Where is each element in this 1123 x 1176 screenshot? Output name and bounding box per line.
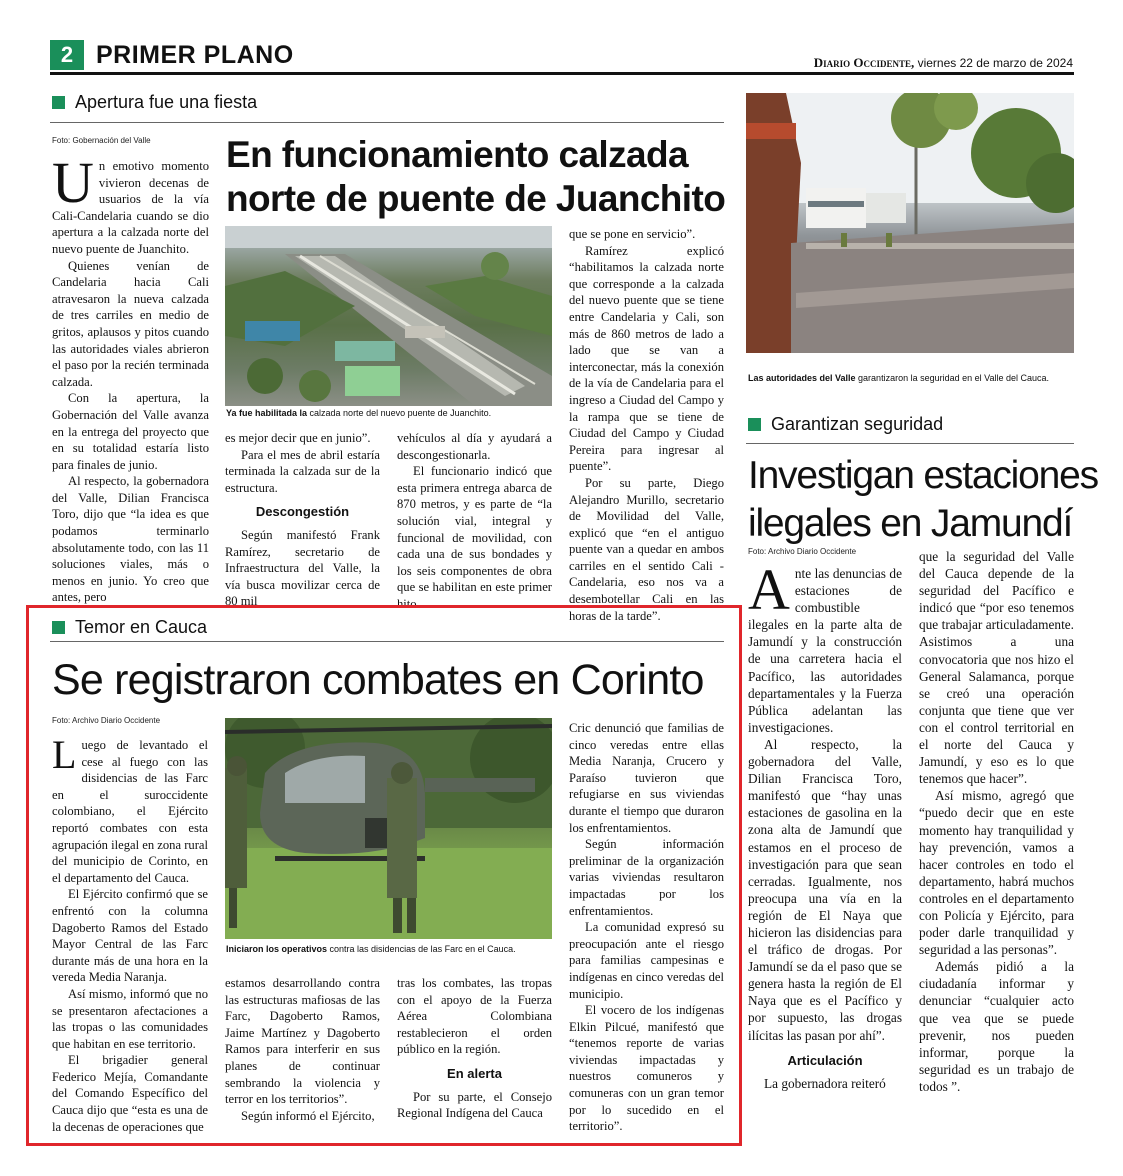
article2-column-2: que la seguridad del Valle del Cauca depende de la seguridad del Pacífico e indicó que “por eso tenemos que trabajar articuladamente. Asistimos a una convocatoria que nos hizo el General Salamanca, porque se creó una operación conjunta que tiene que ver con el control territorial en el norte del Cauca y Jamundí, y eso es lo que tenemos que hacer”. Así mismo, agregó que “puedo decir que en este momento hay tranquilidad y hay prevención, vamos a hacer controles en todo el departamento, habrá muchos controles en el departamento con Policía y Ejército, para poder darle tranquilidad y seguridad a las personas”. Además pidió a la ciudadanía informar y denunciar “cualquier acto que vea que se puede prevenir, nos pueden informar, porque la seguridad es un trabajo de todos ”. bbox=[919, 549, 1074, 1094]
bridge-aerial-photo bbox=[225, 226, 552, 406]
kicker-rule bbox=[50, 122, 724, 123]
newspaper-name: Diario Occidente, bbox=[813, 55, 915, 70]
article1-column-2: es mejor decir que en junio”. Para el mes de abril estaría terminada la calzada sur de la estructura. Descongestión Según manifestó Frank Ramírez, secretario de Infraestructura del Valle, la vía busca movilizar cerca de 80 mil bbox=[225, 431, 380, 609]
kicker-rule bbox=[746, 443, 1074, 444]
article3-column-2: estamos desarrollando contra las estructuras mafiosas de las Farc, Dagoberto Ramos, Jaime Martínez y Dagoberto Ramos para interferir en sus planes de continuar sembrando la violencia y terror en los territorios”. Según informó el Ejército, bbox=[225, 976, 380, 1123]
header-rule bbox=[50, 72, 1074, 75]
subhead-en-alerta: En alerta bbox=[447, 1065, 502, 1081]
kicker-text: Temor en Cauca bbox=[75, 617, 208, 637]
photo-credit: Foto: Archivo Diario Occidente bbox=[52, 716, 161, 725]
issue-date: viernes 22 de marzo de 2024 bbox=[914, 56, 1073, 70]
article3-caption: Iniciaron los operativos contra las disidencias de las Farc en el Cauca. bbox=[226, 944, 516, 954]
green-square-icon bbox=[52, 621, 65, 634]
photo-credit: Foto: Gobernación del Valle bbox=[52, 136, 151, 145]
section-title: PRIMER PLANO bbox=[96, 41, 294, 69]
kicker-rule bbox=[50, 641, 724, 642]
drop-cap: U bbox=[52, 150, 94, 215]
article2-kicker bbox=[748, 413, 943, 435]
article3-column-1: Luego de levantado el cese al fuego con las disidencias de las Farc en el suroccidente colombiano, el Ejército reportó combates con esta agrupación ilegal en zona rural del municipio de Corinto, en el departamento del Cauca. El Ejército confirmó que se enfrentó con la columna Dagoberto Ramos del Estado Mayor Central de las Farc durante más de una hora en la vereda Media Naranja. Así mismo, informó que no se presentaron afectaciones a las tropas o las comunidades que habitan en ese territorio. El brigadier general Federico Mejía, Comandante del Comando Específico del Cauca dijo que “esta es una de la decenas de operaciones que bbox=[52, 732, 208, 1134]
kicker-text: Apertura fue una fiesta bbox=[75, 92, 258, 112]
article3-headline: Se registraron combates en Corinto bbox=[52, 656, 704, 704]
masthead bbox=[814, 55, 1073, 71]
article1-kicker bbox=[52, 91, 257, 113]
photo-credit: Foto: Archivo Diario Occidente bbox=[748, 547, 857, 556]
article3-column-4: Cric denunció que familias de cinco veredas entre ellas Media Naranja, Crucero y Paraíso tuvieron que refugiarse en sus viviendas durante el tiempo que duraron los enfrentamientos. Según información preliminar de la organización varias viviendas resultaron impactadas por los enfrentamientos. La comunidad expresó su preocupación ante el riesgo para familias campesinas e indígenas en cinco veredas del municipio. El vocero de los indígenas Elkin Pilcué, manifestó que “tenemos reporte de varias viviendas impactadas y nuestros comuneros y comuneras con un gran temor por lo sucedido en el territorio”. bbox=[569, 721, 724, 1134]
article1-headline: En funcionamiento calzada norte de puente de Juanchito bbox=[226, 134, 726, 219]
drop-cap: L bbox=[52, 732, 77, 777]
plaza-photo bbox=[746, 93, 1074, 353]
article1-caption: Ya fue habilitada la calzada norte del nuevo puente de Juanchito. bbox=[226, 408, 492, 418]
drop-cap: A bbox=[748, 557, 790, 622]
page-number: 2 bbox=[50, 40, 84, 70]
subhead-descongestion: Descongestión bbox=[255, 504, 350, 520]
article1-column-3: vehículos al día y ayudará a descongestionarla. El funcionario indicó que esta primera entrega abarca de 870 metros, y es parte de “la solución vial, integral y funcional de movilidad, con cada una de sus bondades y los seis componentes de obra que se habilitan en este primer hito bbox=[397, 431, 552, 611]
helicopter-soldiers-photo bbox=[225, 718, 552, 939]
article1-column-1: Un emotivo momento vivieron decenas de usuarios de la vía Cali-Candelaria cuando se dio apertura a la calzada norte del nuevo puente de Juanchito. Quienes venían de Candelaria hacia Cali atravesaron la nueva calzada de tres carriles en medio de gritos, aplausos y pitos cuando las autoridades viales abrieron el paso por la recién terminada calzada. Con la apertura, la Gobernación del Valle avanza en la entrega del proyecto que en su totalidad estaría listo para finales de junio. Al respecto, la gobernadora del Valle, Dilian Francisca Toro, dijo que “la idea es que podamos terminarlo absolutamente todo, con las 11 soluciones viales, más o menos en junio. Yo creo que antes, pero bbox=[52, 150, 209, 605]
article1-column-4: que se pone en servicio”. Ramírez explicó “habilitamos la calzada norte que corresponde a la calzada del nuevo puente que se tiene entre Candelaria y Cali, son más de 860 metros de lado a lado que se van a interconectar, más la conexión de la vía de Candelaria para el ingreso a Ciudad del Campo y la rampa que se tiene de Ciudad del Campo y Ciudad Pereira para ingresar al puente”. Por su parte, Diego Alejandro Murillo, secretario de Movilidad del Valle, explicó que “en el antiguo puente van a quedar en ambos carriles en el sentido Cali - Candelaria, eso nos va a desembotellar Cali en las horas de la tarde”. bbox=[569, 227, 724, 623]
article3-column-3: tras los combates, las tropas con el apoyo de la Fuerza Aérea Colombiana restablecieron el orden público en la región. En alerta Por su parte, el Consejo Regional Indígena del Cauca bbox=[397, 976, 552, 1121]
article2-headline: Investigan estaciones ilegales en Jamundí bbox=[748, 454, 1098, 545]
article2-column-1: Ante las denuncias de estaciones de combustible ilegales en la parte alta de Jamundí y la construcción de una carretera hacia el Pacífico, las autoridades departamentales y la Fuerza Pública adelantan las investigaciones. Al respecto, la gobernadora del Valle, Dilian Francisca Toro, manifestó que “hay unas estaciones de gasolina en la zona alta de Jamundí que estamos en el proceso de investigación para que sean cerradas. Igualmente, nos preocupa una vía en la región de El Naya que hicieron las disidencias para el tráfico de drogas. Por Jamundí se da el paso que se genera hasta la región de El Naya que es el Pacífico y por supuesto, las drogas ilícitas las pasan por ahí”. Articulación La gobernadora reiteró bbox=[748, 557, 902, 1091]
article2-photo-caption: Las autoridades del Valle garantizaron la seguridad en el Valle del Cauca. bbox=[748, 373, 1050, 383]
article3-kicker bbox=[52, 616, 207, 638]
subhead-articulacion: Articulación bbox=[787, 1052, 863, 1068]
green-square-icon bbox=[748, 418, 761, 431]
green-square-icon bbox=[52, 96, 65, 109]
kicker-text: Garantizan seguridad bbox=[771, 414, 944, 434]
